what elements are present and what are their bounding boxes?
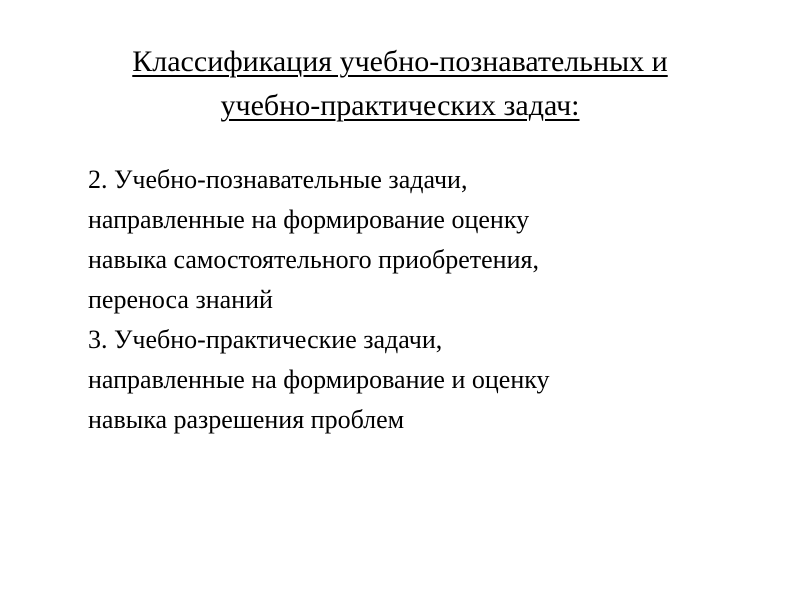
slide-title-line-1: Классификация учебно-познавательных и	[132, 45, 668, 78]
slide-title-line-2: учебно-практических задач:	[220, 89, 580, 122]
slide-title	[60, 40, 740, 128]
list-item	[88, 160, 768, 320]
item-line: направленные на формирование оценку	[88, 205, 530, 234]
item-line: навыка разрешения проблем	[88, 405, 405, 434]
item-line: 3. Учебно-практические задачи,	[88, 325, 443, 354]
item-line: переноса знаний	[88, 285, 273, 314]
list-item	[88, 320, 768, 440]
slide-body	[88, 160, 768, 440]
item-line: направленные на формирование и оценку	[88, 365, 550, 394]
item-line: 2. Учебно-познавательные задачи,	[88, 165, 468, 194]
item-line: навыка самостоятельного приобретения,	[88, 245, 539, 274]
